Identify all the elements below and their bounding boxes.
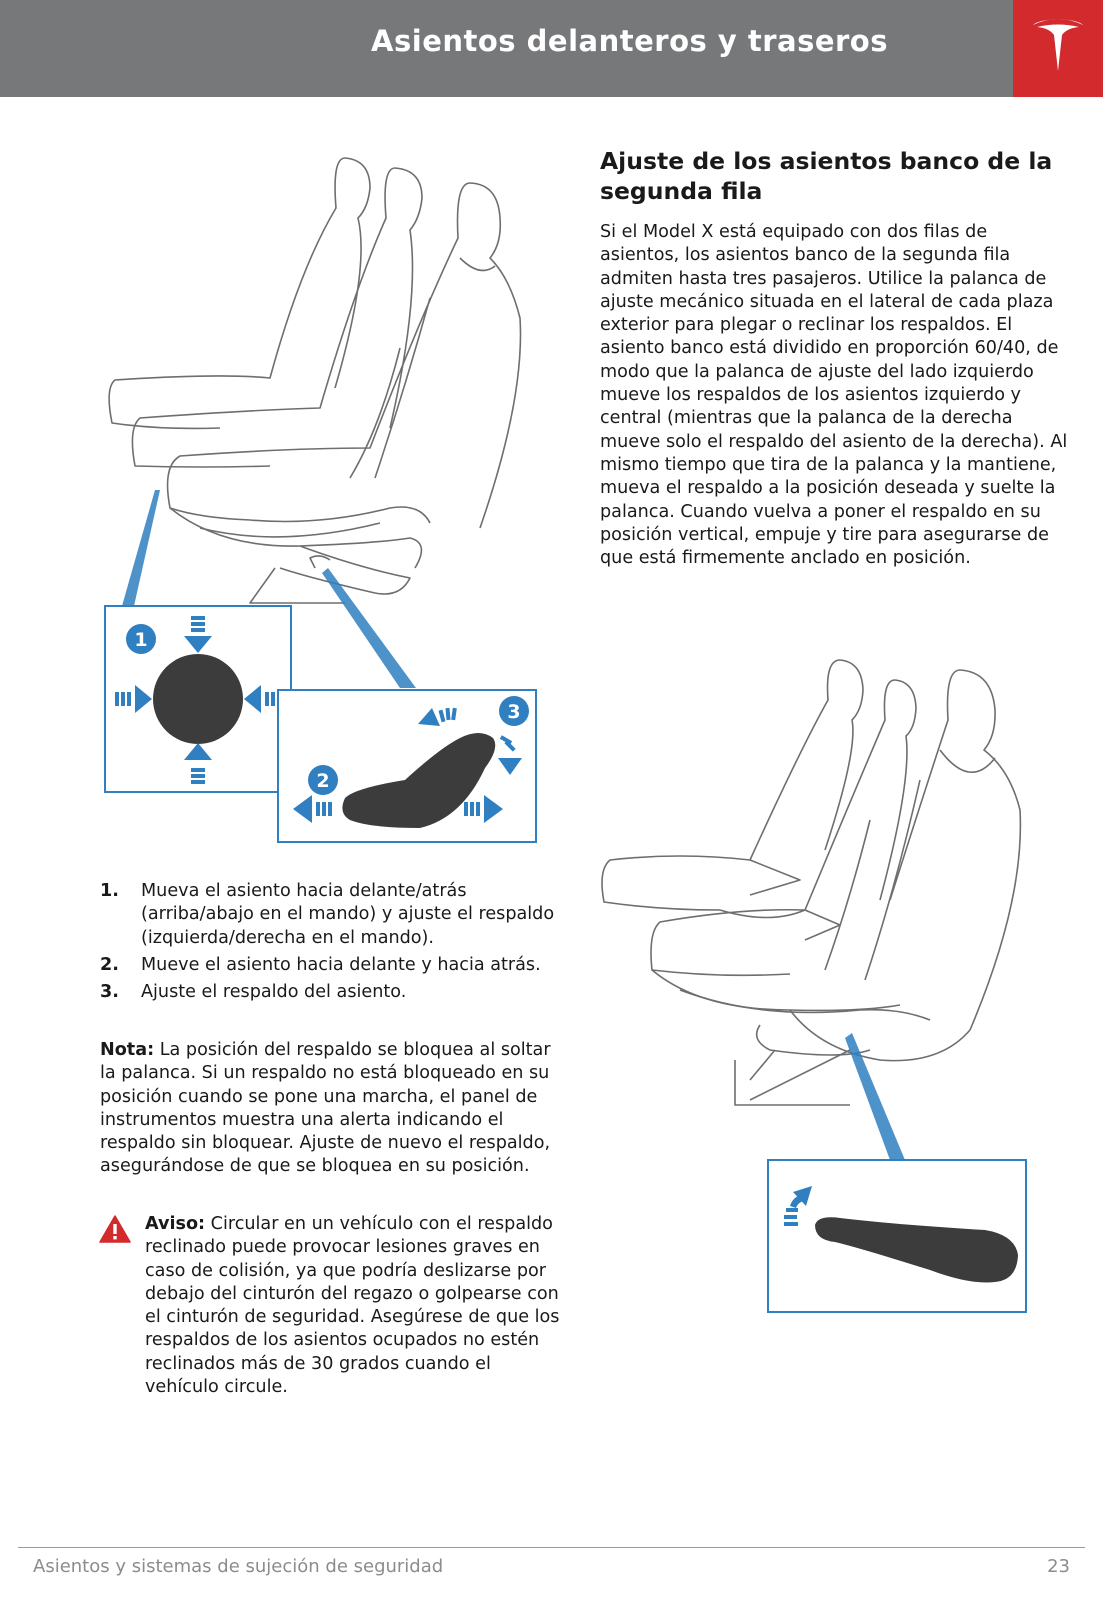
warning-paragraph <box>145 1213 565 1399</box>
warning-icon <box>99 1215 131 1247</box>
svg-text:2: 2 <box>316 770 330 792</box>
tesla-logo-icon <box>1031 15 1085 73</box>
footer-section: Asientos y sistemas de sujeción de seguridad <box>33 1556 444 1577</box>
page-title: Asientos delanteros y traseros <box>371 24 888 58</box>
warning-text: Circular en un vehículo con el respaldo reclinado puede provocar lesiones graves en caso de colisión, ya que podría deslizarse por debajo del cinturón del regazo o golpearse con el cinturón de seguridad. Asegúrese de que los respaldos de los asientos ocupados no estén reclinados más de 30 grados cuando el vehículo circule. <box>145 1214 560 1398</box>
page-header <box>0 0 1013 97</box>
page-number: 23 <box>1047 1556 1070 1577</box>
brand-logo-box <box>1013 0 1103 97</box>
steps-list <box>100 880 560 1008</box>
step-text: Mueve el asiento hacia delante y hacia atrás. <box>141 954 541 975</box>
step-item <box>100 954 560 977</box>
warning-label: Aviso: <box>145 1214 206 1234</box>
callout-3 <box>499 696 529 726</box>
step-item <box>100 880 560 950</box>
note-paragraph <box>100 1039 560 1179</box>
step-number: 1. <box>100 881 119 901</box>
section-paragraph: Si el Model X está equipado con dos filas de asientos, los asientos banco de la segunda fila admiten hasta tres pasajeros. Utilice la palanca de ajuste mecánico situada en el lateral de cada plaza exterior para plegar o reclinar los respaldos. El asiento banco está dividido en proporción 60/40, de modo que la palanca de ajuste del lado izquierdo mueve los respaldos de los asientos izquierdo y central (mientras que la palanca de la derecha mueve solo el respaldo del asiento de la derecha). Al mismo tiempo que tira de la palanca y la mantiene, mueva el respaldo a la posición deseada y suelte la palanca. Cuando vuelva a poner el respaldo en su posición vertical, empuje y tire para asegurarse de que está firmemente anclado en posición. <box>600 222 1068 569</box>
step-text: Mueva el asiento hacia delante/atrás (arriba/abajo en el mando) y ajuste el respaldo (izquierda/derecha en el mando). <box>141 881 555 948</box>
front-seat-figure <box>100 148 550 848</box>
step-text: Ajuste el respaldo del asiento. <box>141 982 407 1003</box>
note-label: Nota: <box>100 1040 155 1060</box>
callout-1 <box>126 624 156 654</box>
footer-divider <box>18 1547 1085 1548</box>
step-number: 2. <box>100 954 119 975</box>
callout-2 <box>308 765 338 795</box>
step-number: 3. <box>100 982 119 1003</box>
step-item <box>100 981 560 1004</box>
rear-bench-figure <box>600 640 1040 1320</box>
note-text: La posición del respaldo se bloquea al soltar la palanca. Si un respaldo no está bloqueado en su posición cuando se pone una marcha, el panel de instrumentos muestra una alerta indicando el respaldo sin bloquear. Ajuste de nuevo el respaldo, asegurándose de que se bloquea en su posición. <box>100 1040 551 1177</box>
svg-text:1: 1 <box>134 629 148 651</box>
section-heading: Ajuste de los asientos banco de la segunda fila <box>600 147 1053 205</box>
svg-text:3: 3 <box>507 701 521 723</box>
